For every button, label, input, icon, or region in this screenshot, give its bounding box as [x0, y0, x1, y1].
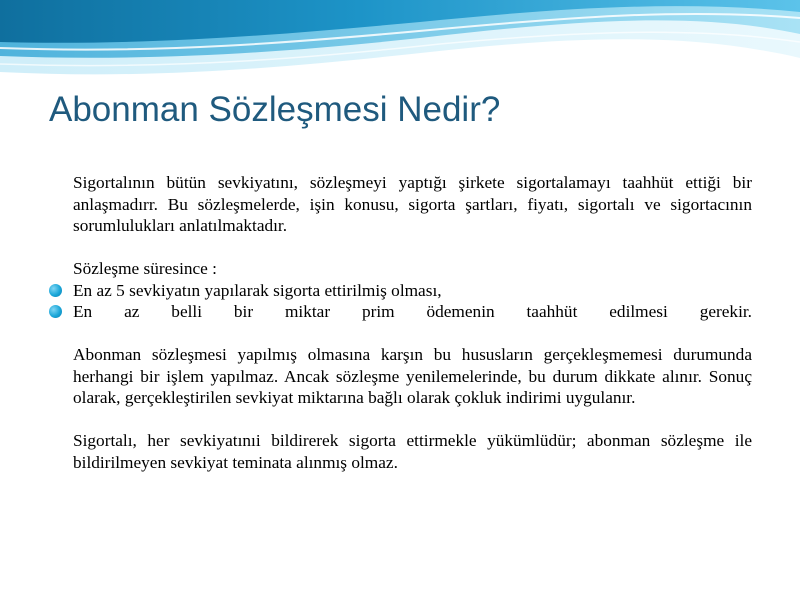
- list-item: [73, 280, 752, 302]
- list-item-text: En az belli bir miktar prim ödemenin taahhüt edilmesi gerekir.: [73, 302, 752, 321]
- slide-title: Abonman Sözleşmesi Nedir?: [49, 90, 501, 129]
- paragraph-definition: Sigortalının bütün sevkiyatını, sözleşmeyi yaptığı şirkete sigortalamayı taahhüt ettiği bir anlaşmadırr. Bu sözleşmelerde, işin konusu, sigorta şartları, fiyatı, sigortalı ve sigortacının sorumlulukları anlatılmaktadır.: [73, 173, 752, 235]
- spacer: [73, 323, 752, 345]
- bullet-dot-icon: [49, 305, 62, 318]
- paragraph-renewal: Abonman sözleşmesi yapılmış olmasına karşın bu hususların gerçekleşmemesi durumunda herhangi bir işlem yapılmaz. Ancak sözleşme yenilemelerinde, bu durum dikkate alınır. Sonuç olarak, gerçekleştirilen sevkiyat miktarına bağlı olarak çokluk indirimi uygulanır.: [73, 345, 752, 407]
- conditions-list: [73, 280, 752, 323]
- duration-label: Sözleşme süresince :: [73, 259, 217, 278]
- slide-body: [73, 172, 752, 473]
- spacer: [73, 237, 752, 259]
- list-item: [73, 301, 752, 323]
- list-item-text: En az 5 sevkiyatın yapılarak sigorta ettirilmiş olması,: [73, 280, 442, 300]
- wave-header-decoration: [0, 0, 800, 90]
- spacer: [73, 409, 752, 431]
- bullet-dot-icon: [49, 284, 62, 297]
- paragraph-obligation: Sigortalı, her sevkiyatınıi bildirerek sigorta ettirmekle yükümlüdür; abonman sözleşme ile bildirilmeyen sevkiyat teminata alınmış olmaz.: [73, 431, 752, 472]
